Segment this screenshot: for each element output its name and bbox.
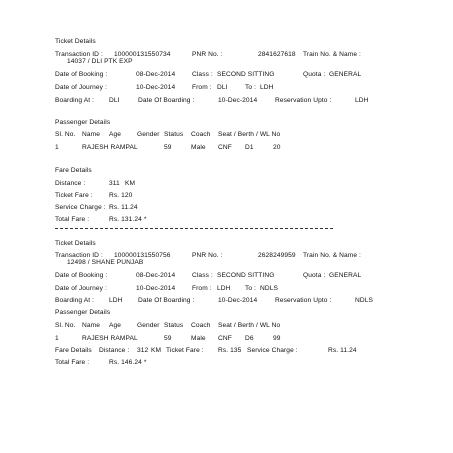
transaction-id: 100000131550756: [114, 252, 171, 259]
passenger-heading: Passenger Details: [55, 119, 111, 126]
boarding-date: 10-Dec-2014: [218, 297, 258, 304]
journey-label: Date of Journey :: [55, 285, 107, 292]
boarding-label: Boarding At :: [55, 297, 95, 304]
service-charge-value: Rs. 11.24: [109, 204, 138, 211]
train-label: Train No. & Name :: [303, 252, 361, 259]
class-value: SECOND SITTING: [217, 272, 275, 279]
reservation-value: NDLS: [355, 297, 373, 304]
reservation-label: Reservation Upto :: [275, 97, 332, 104]
distance-value: 311: [109, 180, 120, 187]
train-value: 14037 / DLI PTK EXP: [67, 58, 133, 65]
booking-date: 08-Dec-2014: [136, 272, 176, 279]
passenger-seat: 20: [273, 144, 281, 151]
distance-value: 312: [137, 347, 149, 354]
ticket-fare-value: Rs. 135: [218, 347, 242, 354]
passenger-header-age: Age: [109, 131, 122, 138]
passenger-sl: 1: [55, 335, 59, 342]
boarding-date: 10-Dec-2014: [218, 97, 258, 104]
from-label: From :: [192, 84, 212, 91]
total-fare-label: Total Fare :: [55, 216, 90, 223]
pnr-value: 2841627618: [258, 51, 296, 58]
passenger-status: CNF: [218, 144, 232, 151]
class-value: SECOND SITTING: [217, 71, 275, 78]
pnr-value: 2628249959: [258, 252, 296, 259]
ticket-fare-label: Ticket Fare :: [55, 192, 93, 199]
to-label: To :: [245, 84, 257, 91]
boarding-value: LDH: [109, 297, 123, 304]
total-fare-value: Rs. 146.24 *: [109, 359, 147, 366]
ticket-fare-value: Rs. 120: [109, 192, 133, 199]
quota-value: GENERAL: [329, 71, 362, 78]
to-value: LDH: [260, 84, 274, 91]
from-label: From :: [192, 285, 212, 292]
passenger-heading: Passenger Details: [55, 309, 111, 316]
boarding-date-label: Date Of Boarding :: [138, 97, 195, 104]
ticket-heading: Ticket Details: [55, 38, 96, 45]
reservation-value: LDH: [355, 97, 369, 104]
passenger-header-coach: Coach: [191, 131, 211, 138]
distance-unit: KM: [125, 180, 136, 187]
transaction-id: 100000131550734: [114, 51, 171, 58]
passenger-header-status: Status: [164, 131, 184, 138]
passenger-sl: 1: [55, 144, 59, 151]
boarding-date-label: Date Of Boarding :: [138, 297, 195, 304]
quota-label: Quota :: [303, 272, 326, 279]
passenger-header-age: Age: [109, 322, 122, 329]
passenger-gender: Male: [191, 144, 206, 151]
ticket-fare-label: Ticket Fare :: [166, 347, 204, 354]
passenger-name: RAJESH RAMPAL: [82, 335, 138, 342]
passenger-header-sl: Sl. No.: [55, 322, 76, 329]
from-value: LDH: [217, 285, 231, 292]
quota-label: Quota :: [303, 71, 326, 78]
total-fare-label: Total Fare :: [55, 359, 90, 366]
passenger-status: CNF: [218, 335, 232, 342]
service-charge-value: Rs. 11.24: [328, 347, 357, 354]
booking-date: 08-Dec-2014: [136, 71, 176, 78]
train-label: Train No. & Name :: [303, 51, 361, 58]
class-label: Class :: [192, 272, 213, 279]
quota-value: GENERAL: [329, 272, 362, 279]
passenger-coach: D6: [245, 335, 254, 342]
passenger-header-status: Status: [164, 322, 184, 329]
passenger-name: RAJESH RAMPAL: [82, 144, 138, 151]
journey-date: 10-Dec-2014: [136, 84, 176, 91]
distance-unit: KM: [151, 347, 162, 354]
passenger-header-name: Name: [82, 322, 100, 329]
ticket-heading: Ticket Details: [55, 240, 96, 247]
transaction-label: Transaction ID :: [55, 252, 103, 259]
to-value: NDLS: [260, 285, 278, 292]
passenger-header-seat: Seat / Berth / WL No: [218, 322, 281, 329]
pnr-label: PNR No. :: [192, 252, 223, 259]
transaction-label: Transaction ID :: [55, 51, 103, 58]
passenger-coach: D1: [245, 144, 254, 151]
passenger-header-seat: Seat / Berth / WL No: [218, 131, 281, 138]
booking-label: Date of Booking :: [55, 71, 108, 78]
distance-label: Distance :: [99, 347, 130, 354]
passenger-age: 59: [164, 335, 172, 342]
reservation-label: Reservation Upto :: [275, 297, 332, 304]
service-charge-label: Service Charge :: [247, 347, 298, 354]
fare-heading: Fare Details: [55, 167, 92, 174]
passenger-header-coach: Coach: [191, 322, 211, 329]
from-value: DLI: [217, 84, 228, 91]
pnr-label: PNR No. :: [192, 51, 223, 58]
passenger-gender: Male: [191, 335, 206, 342]
ticket-separator: [55, 228, 333, 229]
total-fare-value: Rs. 131.24 *: [109, 216, 147, 223]
service-charge-label: Service Charge :: [55, 204, 106, 211]
class-label: Class :: [192, 71, 213, 78]
passenger-age: 59: [164, 144, 172, 151]
passenger-header-gender: Gender: [137, 322, 160, 329]
boarding-label: Boarding At :: [55, 97, 95, 104]
passenger-header-name: Name: [82, 131, 100, 138]
journey-label: Date of Journey :: [55, 84, 107, 91]
distance-label: Distance :: [55, 180, 86, 187]
fare-heading: Fare Details: [55, 347, 92, 354]
passenger-header-gender: Gender: [137, 131, 160, 138]
to-label: To :: [245, 285, 257, 292]
train-value: 12498 / SHANE PUNJAB: [67, 259, 144, 266]
passenger-seat: 99: [273, 335, 281, 342]
booking-label: Date of Booking :: [55, 272, 108, 279]
boarding-value: DLI: [109, 97, 120, 104]
passenger-header-sl: Sl. No.: [55, 131, 76, 138]
journey-date: 10-Dec-2014: [136, 285, 176, 292]
